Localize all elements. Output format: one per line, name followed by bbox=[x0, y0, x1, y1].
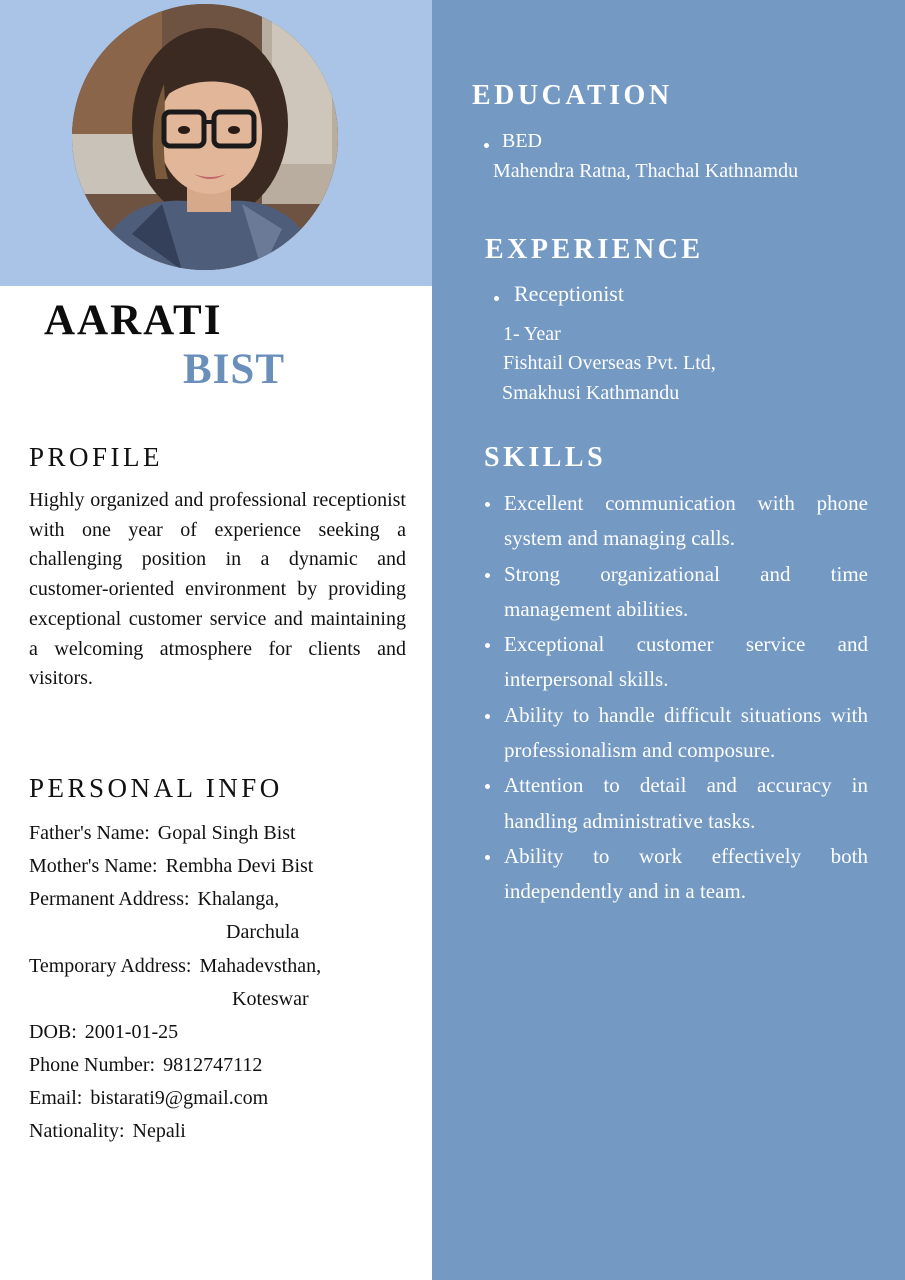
education-degree: BED bbox=[502, 130, 542, 152]
email-row bbox=[29, 1087, 268, 1110]
education-bullet bbox=[484, 143, 489, 148]
dob-label: DOB: bbox=[29, 1021, 77, 1043]
temporary-address-value: Mahadevsthan, bbox=[199, 955, 322, 977]
dob-value: 2001-01-25 bbox=[84, 1021, 179, 1043]
email-value: bistarati9@gmail.com bbox=[90, 1087, 269, 1109]
experience-role: Receptionist bbox=[514, 281, 624, 306]
profile-heading: PROFILE bbox=[29, 442, 164, 472]
nationality-value: Nepali bbox=[132, 1120, 186, 1142]
education-school: Mahendra Ratna, Thachal Kathnamdu bbox=[493, 160, 799, 182]
personal-info-heading: PERSONAL INFO bbox=[29, 773, 283, 803]
temporary-address-label: Temporary Address: bbox=[29, 955, 192, 977]
experience-location: Smakhusi Kathmandu bbox=[502, 382, 680, 404]
mother-name-label: Mother's Name: bbox=[29, 855, 158, 877]
nationality-row bbox=[29, 1120, 186, 1143]
experience-bullet bbox=[494, 296, 499, 301]
temporary-address-cont: Koteswar bbox=[232, 988, 309, 1010]
permanent-address-cont: Darchula bbox=[226, 921, 300, 943]
experience-duration: 1- Year bbox=[503, 323, 561, 345]
father-name-row bbox=[29, 822, 296, 845]
father-name-value: Gopal Singh Bist bbox=[157, 822, 296, 844]
permanent-address-row bbox=[29, 888, 279, 911]
father-name-label: Father's Name: bbox=[29, 822, 150, 844]
experience-heading: EXPERIENCE bbox=[485, 234, 704, 265]
first-name: AARATI bbox=[44, 297, 223, 344]
mother-name-value: Rembha Devi Bist bbox=[165, 855, 314, 877]
dob-row bbox=[29, 1021, 178, 1044]
email-label: Email: bbox=[29, 1087, 83, 1109]
phone-row bbox=[29, 1054, 262, 1077]
skill-item: Ability to handle difficult situations with professionalism and composure. bbox=[476, 698, 868, 769]
skill-item: Exceptional customer service and interpersonal skills. bbox=[476, 627, 868, 698]
experience-company: Fishtail Overseas Pvt. Ltd, bbox=[503, 352, 716, 374]
phone-value: 9812747112 bbox=[163, 1054, 263, 1076]
permanent-address-label: Permanent Address: bbox=[29, 888, 190, 910]
profile-photo bbox=[72, 4, 338, 270]
skill-item: Excellent communication with phone system and managing calls. bbox=[476, 486, 868, 557]
skills-heading: SKILLS bbox=[484, 442, 607, 473]
permanent-address-value: Khalanga, bbox=[197, 888, 280, 910]
skill-item: Strong organizational and time management abilities. bbox=[476, 557, 868, 628]
temporary-address-row bbox=[29, 955, 321, 978]
phone-label: Phone Number: bbox=[29, 1054, 156, 1076]
nationality-label: Nationality: bbox=[29, 1120, 125, 1142]
skill-item: Attention to detail and accuracy in handling administrative tasks. bbox=[476, 768, 868, 839]
skill-item: Ability to work effectively both independently and in a team. bbox=[476, 839, 868, 910]
skills-list bbox=[476, 486, 868, 910]
education-heading: EDUCATION bbox=[472, 80, 673, 111]
profile-text: Highly organized and professional receptionist with one year of experience seeking a challenging position in a dynamic and customer-oriented environment by providing exceptional customer service and maintaining a welcoming atmosphere for clients and visitors. bbox=[29, 489, 406, 690]
last-name: BIST bbox=[183, 346, 286, 393]
mother-name-row bbox=[29, 855, 313, 878]
